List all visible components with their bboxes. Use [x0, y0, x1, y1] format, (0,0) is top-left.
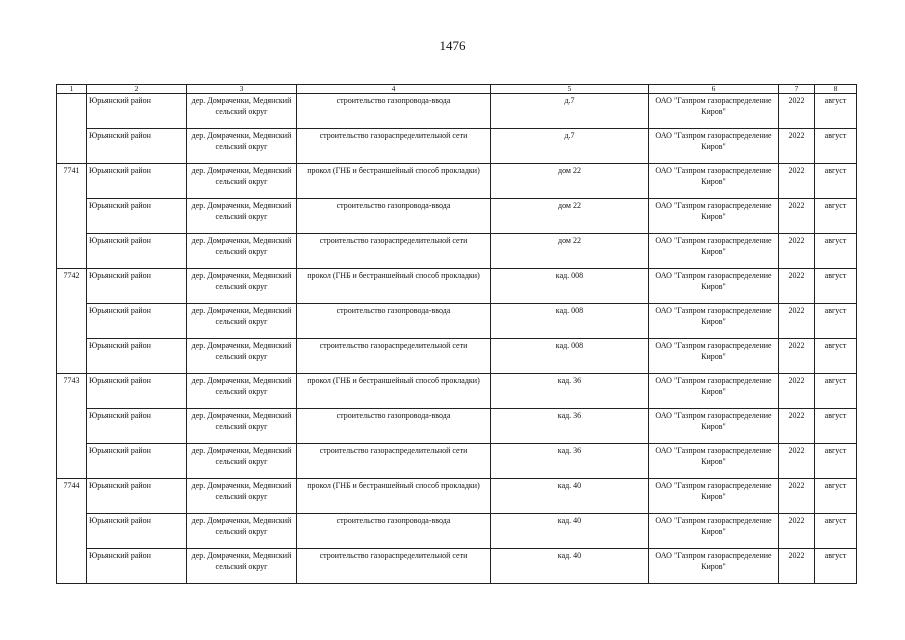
year-cell: 2022 — [779, 94, 815, 129]
month-cell: август — [815, 339, 857, 374]
month-cell: август — [815, 304, 857, 339]
column-header: 7 — [779, 85, 815, 94]
address-cell: дом 22 — [491, 234, 649, 269]
address-cell: кад. 40 — [491, 549, 649, 584]
table-row — [57, 269, 857, 304]
district-cell: Юрьянский район — [87, 374, 187, 409]
location-cell: дер. Домраченки, Медянский сельский округ — [187, 304, 297, 339]
work-type-cell: строительство газораспределительной сети — [297, 549, 491, 584]
month-cell: август — [815, 374, 857, 409]
column-header: 8 — [815, 85, 857, 94]
organization-cell: ОАО "Газпром газораспределение Киров" — [649, 234, 779, 269]
organization-cell: ОАО "Газпром газораспределение Киров" — [649, 409, 779, 444]
work-type-cell: строительство газораспределительной сети — [297, 444, 491, 479]
year-cell: 2022 — [779, 269, 815, 304]
year-cell: 2022 — [779, 514, 815, 549]
table-row — [57, 199, 857, 234]
district-cell: Юрьянский район — [87, 304, 187, 339]
location-cell: дер. Домраченки, Медянский сельский округ — [187, 94, 297, 129]
table-row — [57, 164, 857, 199]
work-type-cell: прокол (ГНБ и бестраншейный способ прокладки) — [297, 269, 491, 304]
month-cell: август — [815, 549, 857, 584]
district-cell: Юрьянский район — [87, 409, 187, 444]
address-cell: кад. 40 — [491, 514, 649, 549]
district-cell: Юрьянский район — [87, 129, 187, 164]
entry-number — [57, 94, 87, 164]
month-cell: август — [815, 514, 857, 549]
work-type-cell: строительство газораспределительной сети — [297, 129, 491, 164]
location-cell: дер. Домраченки, Медянский сельский округ — [187, 549, 297, 584]
table-row — [57, 304, 857, 339]
district-cell: Юрьянский район — [87, 549, 187, 584]
organization-cell: ОАО "Газпром газораспределение Киров" — [649, 479, 779, 514]
table-row — [57, 444, 857, 479]
month-cell: август — [815, 164, 857, 199]
work-type-cell: строительство газопровода-ввода — [297, 199, 491, 234]
month-cell: август — [815, 479, 857, 514]
district-cell: Юрьянский район — [87, 94, 187, 129]
year-cell: 2022 — [779, 339, 815, 374]
organization-cell: ОАО "Газпром газораспределение Киров" — [649, 339, 779, 374]
work-type-cell: строительство газораспределительной сети — [297, 234, 491, 269]
location-cell: дер. Домраченки, Медянский сельский округ — [187, 199, 297, 234]
table-row — [57, 374, 857, 409]
district-cell: Юрьянский район — [87, 444, 187, 479]
district-cell: Юрьянский район — [87, 339, 187, 374]
work-type-cell: прокол (ГНБ и бестраншейный способ прокладки) — [297, 164, 491, 199]
address-cell: кад. 008 — [491, 304, 649, 339]
month-cell: август — [815, 129, 857, 164]
organization-cell: ОАО "Газпром газораспределение Киров" — [649, 94, 779, 129]
address-cell: кад. 36 — [491, 409, 649, 444]
organization-cell: ОАО "Газпром газораспределение Киров" — [649, 444, 779, 479]
column-header: 5 — [491, 85, 649, 94]
organization-cell: ОАО "Газпром газораспределение Киров" — [649, 374, 779, 409]
location-cell: дер. Домраченки, Медянский сельский округ — [187, 129, 297, 164]
organization-cell: ОАО "Газпром газораспределение Киров" — [649, 549, 779, 584]
year-cell: 2022 — [779, 164, 815, 199]
organization-cell: ОАО "Газпром газораспределение Киров" — [649, 269, 779, 304]
table-row — [57, 339, 857, 374]
address-cell: кад. 008 — [491, 339, 649, 374]
entry-number: 7741 — [57, 164, 87, 269]
entry-number: 7742 — [57, 269, 87, 374]
table-row — [57, 234, 857, 269]
district-cell: Юрьянский район — [87, 164, 187, 199]
organization-cell: ОАО "Газпром газораспределение Киров" — [649, 304, 779, 339]
location-cell: дер. Домраченки, Медянский сельский округ — [187, 234, 297, 269]
address-cell: д.7 — [491, 129, 649, 164]
year-cell: 2022 — [779, 409, 815, 444]
registry-table — [56, 84, 857, 584]
year-cell: 2022 — [779, 199, 815, 234]
column-header: 4 — [297, 85, 491, 94]
location-cell: дер. Домраченки, Медянский сельский округ — [187, 269, 297, 304]
month-cell: август — [815, 94, 857, 129]
month-cell: август — [815, 409, 857, 444]
table-row — [57, 94, 857, 129]
column-header: 1 — [57, 85, 87, 94]
work-type-cell: строительство газопровода-ввода — [297, 94, 491, 129]
year-cell: 2022 — [779, 444, 815, 479]
table-row — [57, 514, 857, 549]
column-number-row — [57, 85, 857, 94]
entry-number: 7744 — [57, 479, 87, 584]
month-cell: август — [815, 199, 857, 234]
address-cell: кад. 36 — [491, 444, 649, 479]
column-header: 6 — [649, 85, 779, 94]
year-cell: 2022 — [779, 479, 815, 514]
location-cell: дер. Домраченки, Медянский сельский округ — [187, 409, 297, 444]
year-cell: 2022 — [779, 234, 815, 269]
entry-number: 7743 — [57, 374, 87, 479]
page-number: 1476 — [439, 38, 466, 53]
district-cell: Юрьянский район — [87, 269, 187, 304]
location-cell: дер. Домраченки, Медянский сельский округ — [187, 444, 297, 479]
organization-cell: ОАО "Газпром газораспределение Киров" — [649, 514, 779, 549]
month-cell: август — [815, 444, 857, 479]
organization-cell: ОАО "Газпром газораспределение Киров" — [649, 164, 779, 199]
month-cell: август — [815, 269, 857, 304]
column-header: 3 — [187, 85, 297, 94]
district-cell: Юрьянский район — [87, 199, 187, 234]
address-cell: дом 22 — [491, 164, 649, 199]
year-cell: 2022 — [779, 304, 815, 339]
location-cell: дер. Домраченки, Медянский сельский округ — [187, 514, 297, 549]
address-cell: кад. 40 — [491, 479, 649, 514]
work-type-cell: прокол (ГНБ и бестраншейный способ прокладки) — [297, 374, 491, 409]
address-cell: кад. 008 — [491, 269, 649, 304]
district-cell: Юрьянский район — [87, 514, 187, 549]
address-cell: д.7 — [491, 94, 649, 129]
work-type-cell: строительство газопровода-ввода — [297, 514, 491, 549]
location-cell: дер. Домраченки, Медянский сельский округ — [187, 164, 297, 199]
organization-cell: ОАО "Газпром газораспределение Киров" — [649, 129, 779, 164]
address-cell: кад. 36 — [491, 374, 649, 409]
table-row — [57, 129, 857, 164]
work-type-cell: строительство газораспределительной сети — [297, 339, 491, 374]
location-cell: дер. Домраченки, Медянский сельский округ — [187, 339, 297, 374]
organization-cell: ОАО "Газпром газораспределение Киров" — [649, 199, 779, 234]
location-cell: дер. Домраченки, Медянский сельский округ — [187, 479, 297, 514]
year-cell: 2022 — [779, 549, 815, 584]
year-cell: 2022 — [779, 374, 815, 409]
district-cell: Юрьянский район — [87, 479, 187, 514]
address-cell: дом 22 — [491, 199, 649, 234]
work-type-cell: строительство газопровода-ввода — [297, 409, 491, 444]
table-row — [57, 549, 857, 584]
year-cell: 2022 — [779, 129, 815, 164]
month-cell: август — [815, 234, 857, 269]
work-type-cell: прокол (ГНБ и бестраншейный способ прокладки) — [297, 479, 491, 514]
location-cell: дер. Домраченки, Медянский сельский округ — [187, 374, 297, 409]
column-header: 2 — [87, 85, 187, 94]
district-cell: Юрьянский район — [87, 234, 187, 269]
work-type-cell: строительство газопровода-ввода — [297, 304, 491, 339]
table-row — [57, 409, 857, 444]
table-row — [57, 479, 857, 514]
